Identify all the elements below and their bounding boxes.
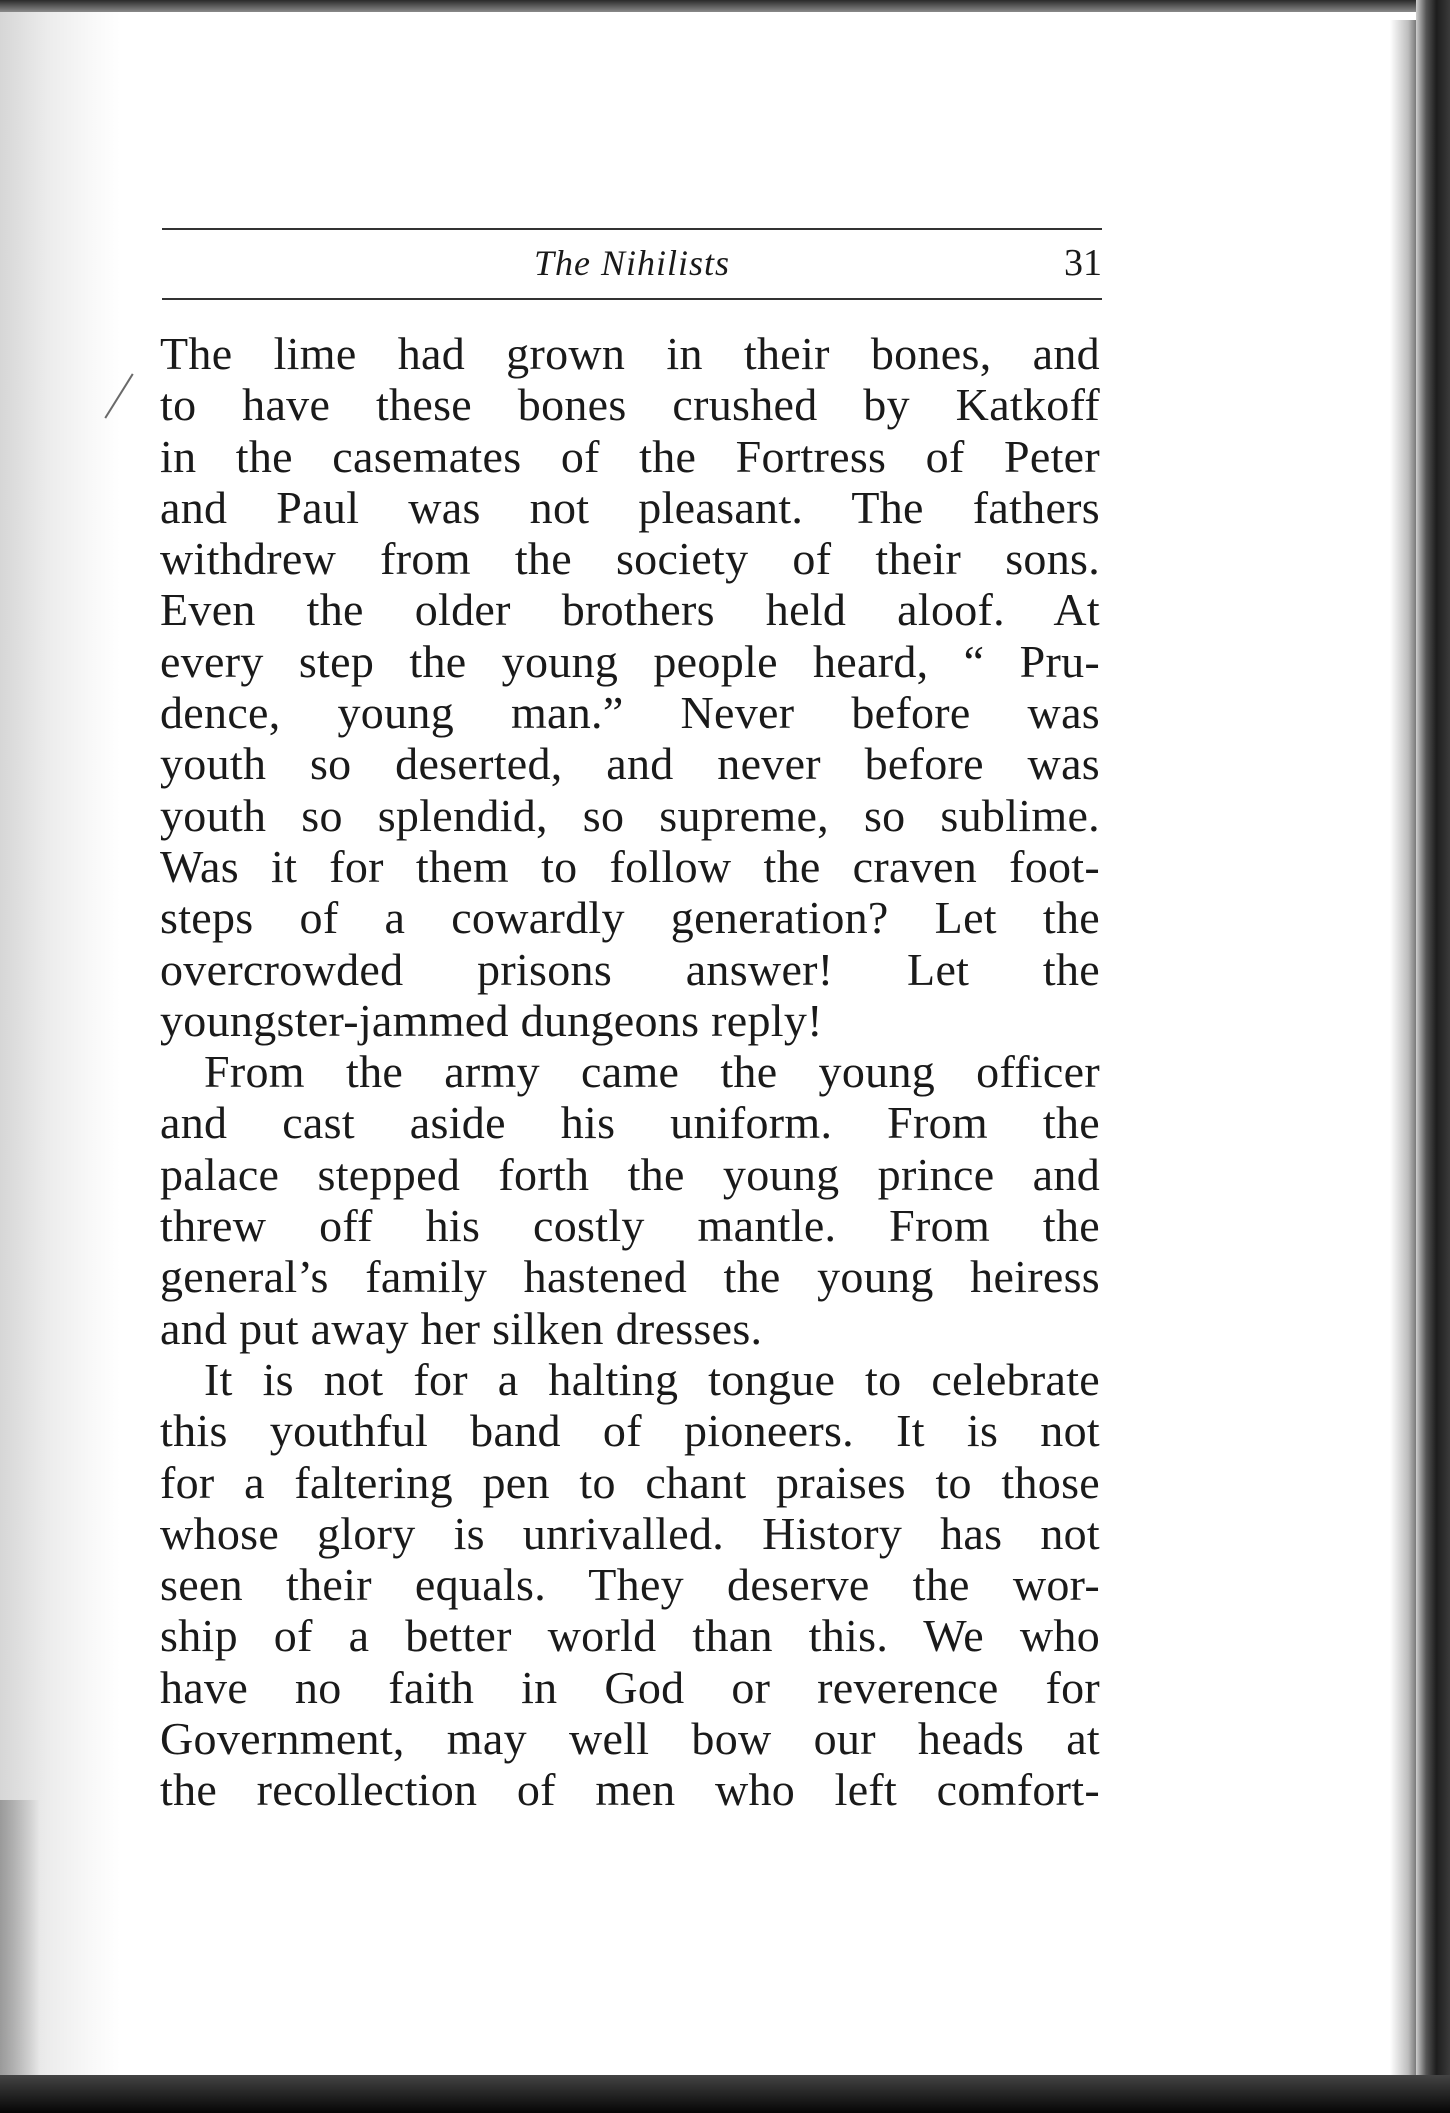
page-number: 31 (1064, 242, 1102, 284)
text-line: seen their equals. They deserve the wor- (160, 1559, 1100, 1611)
text-line: Even the older brothers held aloof. At (160, 584, 1100, 636)
text-line: this youthful band of pioneers. It is not (160, 1405, 1100, 1457)
text-line: in the casemates of the Fortress of Peter (160, 430, 1100, 482)
text-line: It is not for a halting tongue to celebrate (204, 1353, 1100, 1405)
text-line: palace stepped forth the young prince and (160, 1148, 1100, 1200)
scan-left-shadow (0, 0, 120, 2113)
scan-right-edge (1416, 0, 1450, 2113)
text-line: and cast aside his uniform. From the (160, 1097, 1100, 1149)
text-line: and put away her silken dresses. (160, 1302, 763, 1354)
text-line: general’s family hastened the young heiress (160, 1251, 1100, 1303)
running-title: The Nihilists (533, 243, 731, 283)
text-line: From the army came the young officer (204, 1046, 1100, 1098)
text-line: overcrowded prisons answer! Let the (160, 943, 1100, 995)
header-rule-top (162, 228, 1102, 230)
text-line: to have these bones crushed by Katkoff (160, 379, 1100, 431)
text-line: Government, may well bow our heads at (160, 1713, 1100, 1765)
text-line: and Paul was not pleasant. The fathers (160, 481, 1100, 533)
text-line: youth so splendid, so supreme, so sublime. (160, 789, 1100, 841)
page-right-curl (1390, 20, 1416, 2080)
text-line: the recollection of men who left comfort- (160, 1764, 1100, 1816)
text-line: have no faith in God or reverence for (160, 1661, 1100, 1713)
body-text (160, 328, 1100, 1816)
text-line: The lime had grown in their bones, and (160, 328, 1100, 379)
text-line: steps of a cowardly generation? Let the (160, 892, 1100, 944)
text-line: youth so deserted, and never before was (160, 738, 1100, 790)
text-line: whose glory is unrivalled. History has not (160, 1507, 1100, 1559)
text-line: Was it for them to follow the craven foot- (160, 840, 1100, 892)
text-line: youngster-jammed dungeons reply! (160, 994, 823, 1046)
text-line: withdrew from the society of their sons. (160, 533, 1100, 585)
header-rule-bottom (162, 298, 1102, 300)
text-line: for a faltering pen to chant praises to those (160, 1456, 1100, 1508)
text-line: threw off his costly mantle. From the (160, 1200, 1100, 1252)
text-line: ship of a better world than this. We who (160, 1610, 1100, 1662)
scan-bottom-edge (0, 2075, 1450, 2113)
text-line: dence, young man.” Never before was (160, 687, 1100, 739)
scan-top-edge (0, 0, 1450, 12)
text-line: every step the young people heard, “ Pru- (160, 635, 1100, 687)
scan-left-dark-corner (0, 1800, 40, 2113)
